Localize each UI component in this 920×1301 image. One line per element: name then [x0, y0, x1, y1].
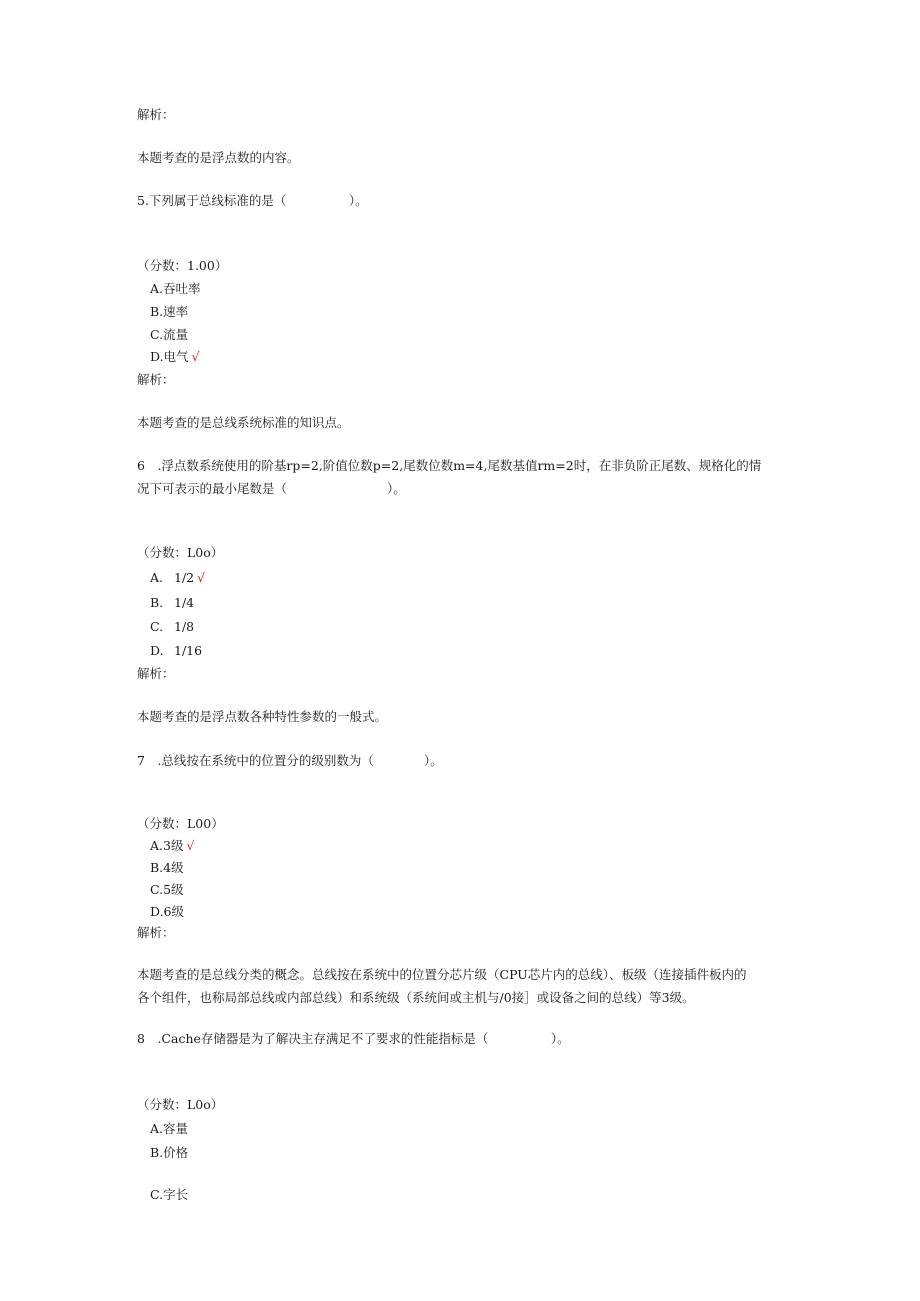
- q6-option-b: [150, 595, 194, 611]
- q8-question: 8 .Cache存储器是为了解决主存满足不了要求的性能指标是（ ）。: [137, 1031, 570, 1046]
- q5-analysis-label: 解析：: [137, 372, 175, 387]
- correct-check-icon: √: [186, 838, 195, 853]
- q4-analysis-text: 本题考查的是浮点数的内容。: [137, 150, 300, 165]
- q6-option-a: [150, 570, 205, 586]
- q8-option-b: B.价格: [150, 1145, 189, 1160]
- q7-analysis-line2: 各个组件，也称局部总线或内部总线）和系统级（系统间或主机与/0接］或设备之间的总线）等3级。: [137, 990, 695, 1005]
- q6-option-d-letter: D.: [150, 643, 164, 658]
- q8-option-a: A.容量: [150, 1121, 189, 1136]
- q6-option-d-value: 1/16: [174, 643, 203, 658]
- q5-option-a: A.吞吐率: [150, 281, 201, 296]
- q6-analysis-text: 本题考查的是浮点数各种特性参数的一般式。: [137, 709, 388, 724]
- q5-option-d: [150, 349, 200, 365]
- q6-score: （分数：L0o）: [137, 545, 224, 560]
- q7-analysis-label: 解析：: [137, 925, 175, 940]
- q7-option-a: [150, 838, 194, 854]
- q4-analysis-label: 解析：: [137, 107, 175, 122]
- correct-check-icon: √: [191, 349, 200, 364]
- q6-option-a-value: 1/2: [174, 570, 195, 585]
- q6-analysis-label: 解析：: [137, 666, 175, 681]
- q5-option-b: B.速率: [150, 304, 189, 319]
- q6-option-d: [150, 643, 202, 659]
- q5-question: 5.下列属于总线标准的是（ ）。: [137, 193, 368, 208]
- q6-option-b-letter: B.: [150, 595, 164, 610]
- q6-question-line2: 况下可表示的最小尾数是（ ）。: [137, 481, 406, 496]
- q6-option-b-value: 1/4: [174, 595, 195, 610]
- q6-option-a-letter: A.: [150, 570, 164, 585]
- q7-question: 7 .总线按在系统中的位置分的级别数为（ ）。: [137, 753, 443, 768]
- q8-score: （分数：L0o）: [137, 1097, 224, 1112]
- q6-option-c-value: 1/8: [174, 619, 195, 634]
- q6-option-c: [150, 619, 194, 635]
- q6-question-line1: 6 .浮点数系统使用的阶基rp=2,阶值位数p=2,尾数位数m=4,尾数基值rm=2时，在非负阶正尾数、规格化的情: [137, 458, 762, 473]
- q5-option-d-text: D.电气: [150, 349, 189, 364]
- q6-option-c-letter: C.: [150, 619, 164, 634]
- q5-option-c: C.流量: [150, 327, 189, 342]
- q7-option-a-text: A.3级: [150, 838, 184, 853]
- q5-analysis-text: 本题考查的是总线系统标准的知识点。: [137, 415, 350, 430]
- q7-score: （分数：L00）: [137, 816, 224, 831]
- q5-score: （分数：1.00）: [137, 258, 228, 273]
- q7-option-d: D.6级: [150, 904, 185, 919]
- correct-check-icon: √: [197, 570, 206, 585]
- q7-option-b: B.4级: [150, 860, 184, 875]
- q8-option-c: C.字长: [150, 1187, 189, 1202]
- q7-analysis-line1: 本题考查的是总线分类的概念。总线按在系统中的位置分芯片级（CPU芯片内的总线）、板级（连接插件板内的: [137, 967, 747, 982]
- q7-option-c: C.5级: [150, 882, 184, 897]
